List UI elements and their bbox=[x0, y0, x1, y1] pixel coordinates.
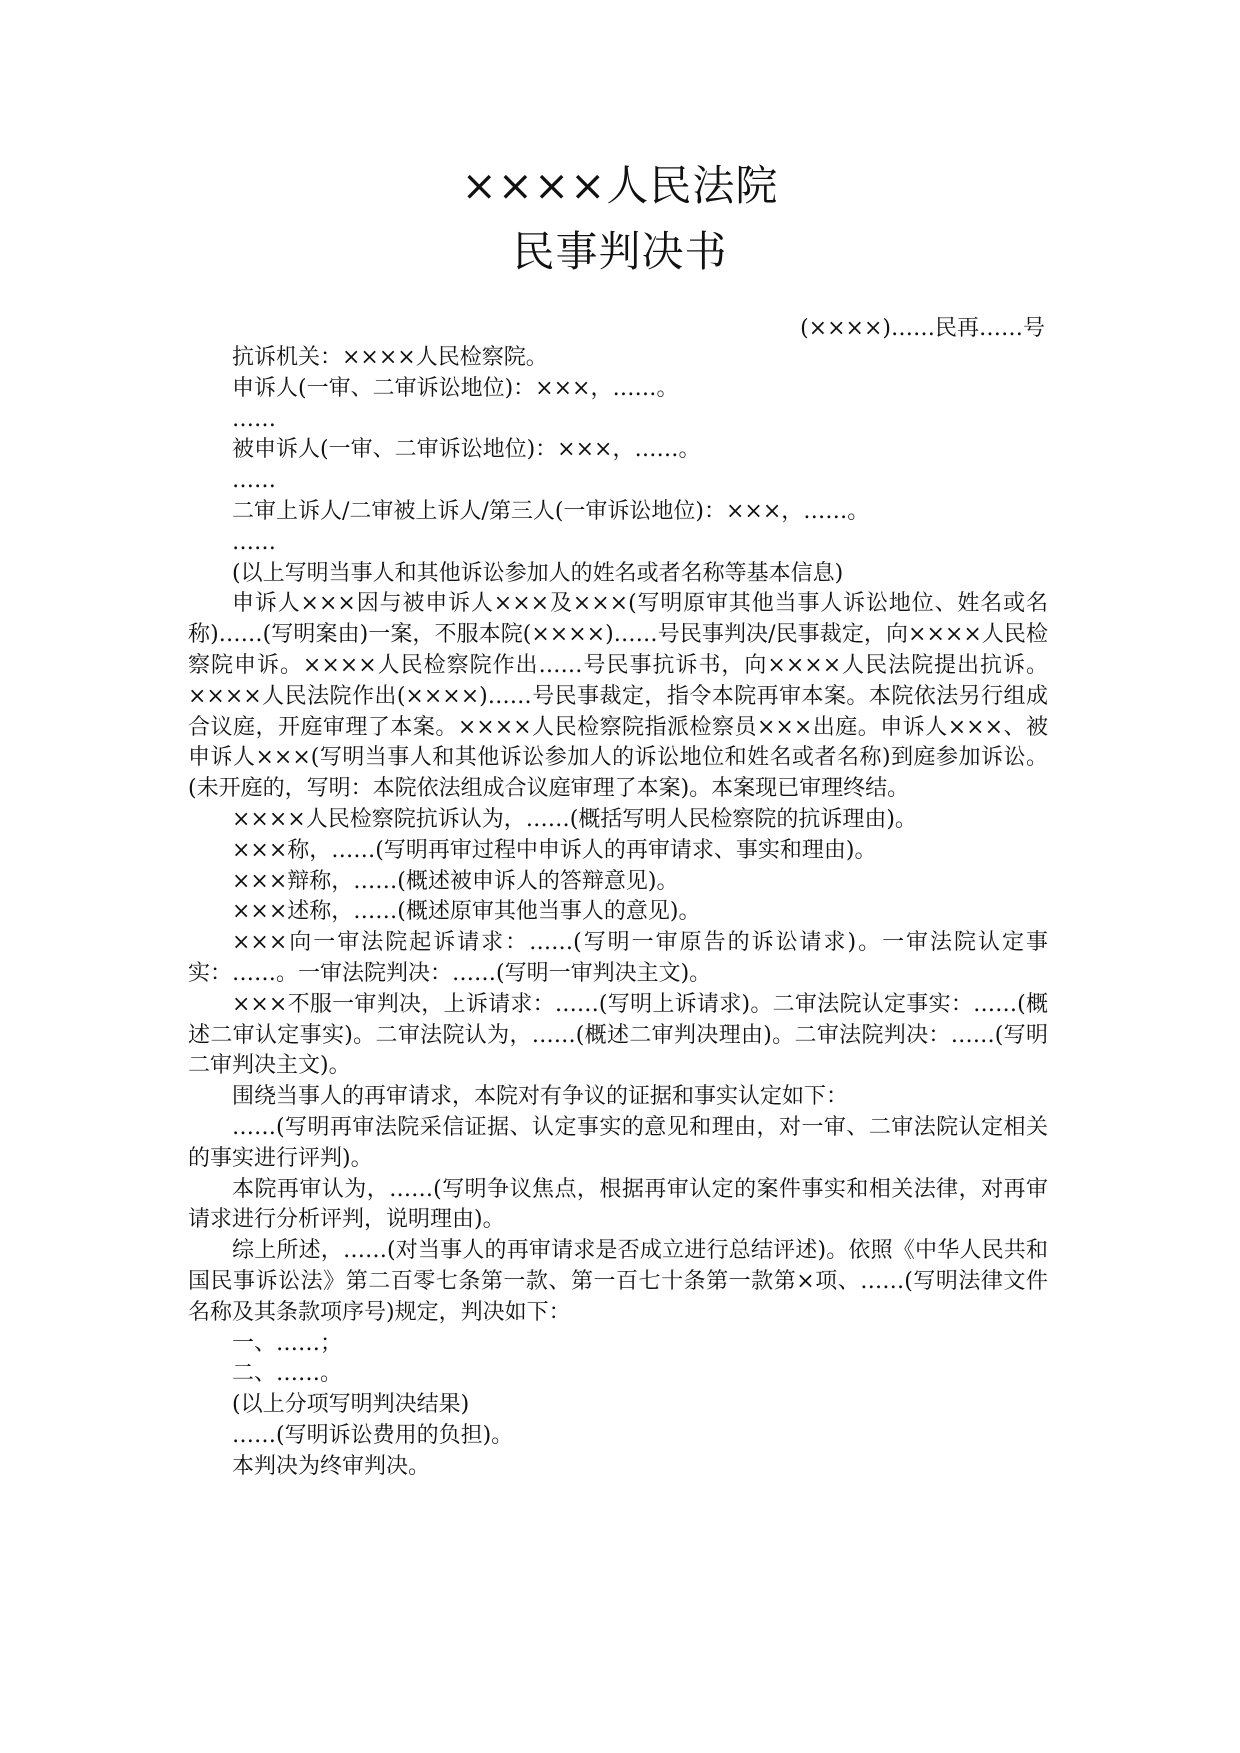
paragraph-ellipsis: …… bbox=[232, 406, 276, 432]
paragraph-verdict-item-2: 二、……。 bbox=[232, 1361, 343, 1387]
paragraph-first-instance: ×××向一审法院起诉请求：……(写明一审原告的诉讼请求)。一审法院认定事实：……。一审法院判决：……(写明一审判决主文)。 bbox=[188, 930, 1048, 986]
paragraph-litigation-cost: ……(写明诉讼费用的负担)。 bbox=[232, 1422, 514, 1448]
paragraph-evidence-finding: ……(写明再审法院采信证据、认定事实的意见和理由，对一审、二审法院认定相关的事实进行评判)。 bbox=[188, 1114, 1048, 1171]
paragraph-evidence-intro: 围绕当事人的再审请求，本院对有争议的证据和事实认定如下： bbox=[232, 1084, 849, 1110]
paragraph-respondent-defense: ×××辩称，……(概述被申诉人的答辩意见)。 bbox=[232, 868, 679, 894]
paragraph-second-instance: ×××不服一审判决，上诉请求：……(写明上诉请求)。二审法院认定事实：……(概述二审认定事实)。二审法院认为，……(概述二审判决理由)。二审法院判决：……(写明二审判决主文)。 bbox=[188, 991, 1048, 1079]
paragraph-protest-reason: ××××人民检察院抗诉认为，……(概括写明人民检察院的抗诉理由)。 bbox=[232, 806, 917, 832]
judgment-body bbox=[188, 343, 1048, 1482]
paragraph-verdict-note: (以上分项写明判决结果) bbox=[232, 1392, 470, 1418]
paragraph-other-opinion: ×××述称，……(概述原审其他当事人的意见)。 bbox=[232, 899, 701, 925]
paragraph-party-note: (以上写明当事人和其他诉讼参加人的姓名或者名称等基本信息) bbox=[232, 560, 844, 586]
paragraph-final-judgment: 本判决为终审判决。 bbox=[232, 1453, 431, 1479]
document-title: 民事判决书 bbox=[512, 227, 728, 276]
paragraph-appellant-claim: ×××称，……(写明再审过程中申诉人的再审请求、事实和理由)。 bbox=[232, 837, 877, 863]
paragraph-prosecution-organ: 抗诉机关：××××人民检察院。 bbox=[232, 345, 548, 370]
paragraph-verdict-item-1: 一、……； bbox=[232, 1330, 343, 1356]
paragraph-appellant: 申诉人(一审、二审诉讼地位)：×××，……。 bbox=[232, 375, 679, 401]
court-title: ××××人民法院 bbox=[461, 161, 779, 210]
paragraph-respondent: 被申诉人(一审、二审诉讼地位)：×××，……。 bbox=[232, 437, 701, 463]
case-number: (××××)……民再……号 bbox=[800, 316, 1045, 341]
paragraph-court-opinion: 本院再审认为，……(写明争议焦点，根据再审认定的案件事实和相关法律，对再审请求进行分析评判，说明理由)。 bbox=[188, 1176, 1048, 1233]
paragraph-other-party: 二审上诉人/二审被上诉人/第三人(一审诉讼地位)：×××，……。 bbox=[232, 498, 870, 524]
paragraph-ellipsis: …… bbox=[232, 468, 276, 494]
paragraph-ellipsis: …… bbox=[232, 529, 276, 555]
paragraph-case-history: 申诉人×××因与被申诉人×××及×××(写明原审其他当事人诉讼地位、姓名或名称)……(写明案由)一案，不服本院(××××)……号民事判决/民事裁定，向××××人民检察院申诉。××××人民检察院作出……号民事抗诉书，向××××人民法院提出抗诉。××××人民法院作出(××××)……号民事裁定，指令本院再审本案。本院依法另行组成合议庭，开庭审理了本案。××××人民检察院指派检察员×××出庭。申诉人×××、被申诉人×××(写明当事人和其他诉讼参加人的诉讼地位和姓名或者名称)到庭参加诉讼。(未开庭的，写明：本院依法组成合议庭审理了本案)。本案现已审理终结。 bbox=[188, 591, 1048, 802]
paragraph-conclusion: 综上所述，……(对当事人的再审请求是否成立进行总结评述)。依照《中华人民共和国民事诉讼法》第二百零七条第一款、第一百七十条第一款第×项、……(写明法律文件名称及其条款项序号)规定，判决如下： bbox=[188, 1238, 1048, 1325]
